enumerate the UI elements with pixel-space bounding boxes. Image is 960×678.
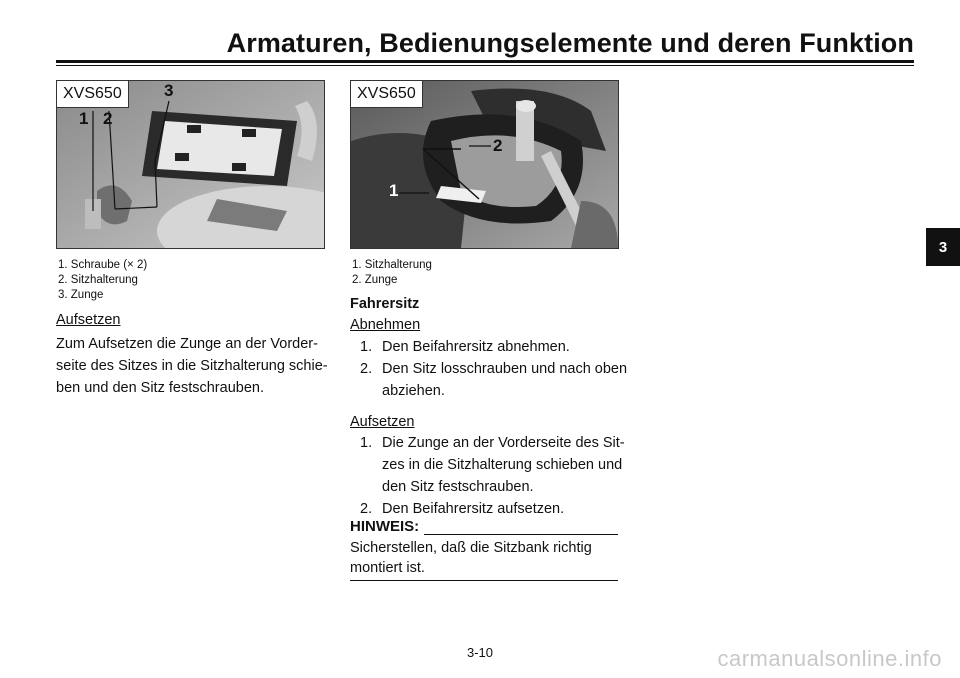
- paragraph-line: Zum Aufsetzen die Zunge an der Vorder-: [56, 336, 318, 352]
- step-number: 1.: [360, 339, 373, 355]
- paragraph-line: seite des Sitzes in die Sitzhalterung schie-: [56, 358, 328, 374]
- figure-2-legend-item: 2. Zunge: [352, 274, 398, 286]
- list-item: [350, 498, 625, 520]
- watermark: carmanualsonline.info: [717, 646, 942, 671]
- figure-2-model-label: XVS650: [351, 81, 423, 108]
- figure-1-legend-item: 3. Zunge: [58, 289, 104, 301]
- step-text: Den Sitz losschrauben und nach oben: [382, 361, 628, 377]
- step-text: den Sitz festschrauben.: [382, 479, 534, 495]
- subheading-aufsetzen-right: Aufsetzen: [350, 414, 415, 430]
- list-item: [350, 358, 627, 402]
- page-header-title: Armaturen, Bedienungselemente und deren Funktion: [226, 28, 914, 58]
- header-rule-thin: [56, 65, 914, 66]
- step-text: Den Beifahrersitz aufsetzen.: [382, 501, 565, 517]
- figure-rider-seat-photo: [350, 80, 619, 249]
- header-rule-thick: [56, 60, 914, 63]
- step-text: Den Beifahrersitz abnehmen.: [382, 339, 570, 355]
- page-number: 3-10: [466, 645, 494, 660]
- figure-2-legend: [352, 258, 432, 288]
- step-text: abziehen.: [382, 383, 445, 399]
- figure-1-model-label: XVS650: [57, 81, 129, 108]
- figure-2-legend-item: 1. Sitzhalterung: [352, 259, 432, 271]
- note-bottom-rule: [350, 580, 618, 581]
- left-paragraph: [56, 333, 328, 399]
- paragraph-line: ben und den Sitz festschrauben.: [56, 380, 264, 396]
- figure-2-callout-1: 1: [389, 181, 399, 200]
- section-heading-fahrersitz: Fahrersitz: [350, 296, 420, 312]
- figure-2-callout-2: 2: [493, 136, 503, 155]
- step-text: zes in die Sitzhalterung schieben und: [382, 457, 623, 473]
- step-number: 2.: [360, 361, 373, 377]
- list-item: [350, 432, 625, 498]
- figure-1-callout-3: 3: [164, 81, 174, 100]
- step-number: 2.: [360, 501, 373, 517]
- left-subheading-aufsetzen: Aufsetzen: [56, 312, 121, 328]
- figure-1-callout-2: 2: [103, 109, 113, 128]
- note-text: [350, 538, 592, 578]
- figure-1-legend-item: 2. Sitzhalterung: [58, 274, 138, 286]
- list-item: [350, 336, 627, 358]
- figure-1-legend-item: 1. Schraube (× 2): [58, 259, 148, 271]
- install-steps-list: [350, 432, 625, 520]
- note-title: HINWEIS:: [350, 518, 420, 535]
- note-line-text: Sicherstellen, daß die Sitzbank richtig: [350, 540, 592, 556]
- figure-1-legend: [58, 258, 147, 303]
- note-title-rule: [424, 534, 618, 535]
- step-text: Die Zunge an der Vorderseite des Sit-: [382, 435, 625, 451]
- note-line-text: montiert ist.: [350, 560, 425, 576]
- chapter-tab: 3: [926, 228, 960, 266]
- remove-steps-list: [350, 336, 627, 402]
- figure-seat-bracket-photo: [56, 80, 325, 249]
- step-number: 1.: [360, 435, 373, 451]
- figure-1-callout-1: 1: [79, 109, 89, 128]
- subheading-abnehmen: Abnehmen: [350, 317, 421, 333]
